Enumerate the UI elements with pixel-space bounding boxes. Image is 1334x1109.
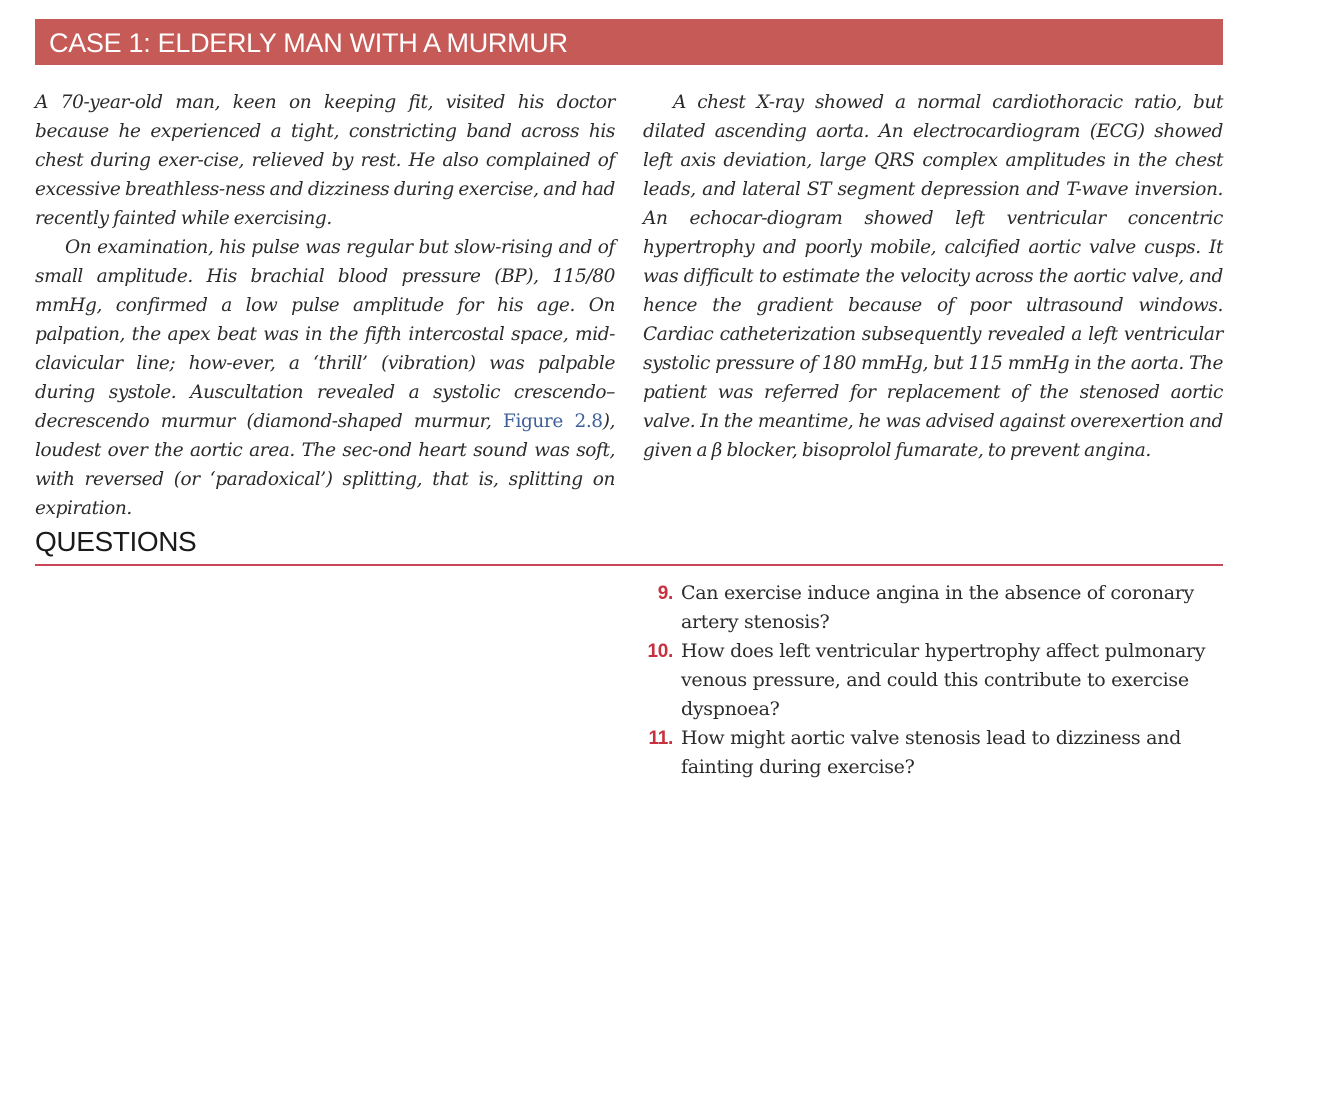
question-text: How might aortic valve stenosis lead to dizziness and fainting during exercise? xyxy=(681,727,1181,778)
case-text-right-column xyxy=(643,88,1223,465)
case-paragraph-investigations: A chest X-ray showed a normal cardiothoracic ratio, but dilated ascending aorta. An electrocardiogram (ECG) showed left axis deviation, large QRS complex amplitudes in the chest leads, and lateral ST segment depression and T-wave inversion. An echocar-diogram showed left ventricular concentric hypertrophy and poorly mobile, calcified aortic valve cusps. It was difficult to estimate the velocity across the aortic valve, and hence the gradient because of poor ultrasound windows. Cardiac catheterization subsequently revealed a left ventricular systolic pressure of 180 mmHg, but 115 mmHg in the aorta. The patient was referred for replacement of the stenosed aortic valve. In the meantime, he was advised against overexertion and given a β blocker, bisoprolol fumarate, to prevent angina. xyxy=(643,92,1223,461)
case-text-left-column xyxy=(35,88,615,523)
questions-heading: QUESTIONS xyxy=(35,526,197,557)
examination-text-end: ), loudest over the aortic area. The sec-ond heart sound was soft, with reversed (or ‘paradoxical’) splitting, that is, splitting on expiration. xyxy=(35,411,615,519)
case-title: CASE 1: ELDERLY MAN WITH A MURMUR xyxy=(49,28,568,58)
case-header-banner xyxy=(35,19,1223,65)
figure-2-8-link[interactable]: Figure 2.8 xyxy=(503,411,603,432)
question-item xyxy=(643,637,1223,724)
question-text: Can exercise induce angina in the absence of coronary artery stenosis? xyxy=(681,582,1194,633)
questions-list xyxy=(643,579,1223,782)
question-item xyxy=(643,724,1223,782)
question-text: How does left ventricular hypertrophy affect pulmonary venous pressure, and could this contribute to exercise dyspnoea? xyxy=(681,640,1206,720)
case-paragraph-presentation: A 70-year-old man, keen on keeping fit, visited his doctor because he experienced a tight, constricting band across his chest during exer-cise, relieved by rest. He also complained of excessive breathless-ness and dizziness during exercise, and had recently fainted while exercising. xyxy=(35,92,615,229)
question-item xyxy=(643,579,1223,637)
questions-divider xyxy=(35,564,1223,566)
question-number: 10. xyxy=(647,641,673,662)
case-paragraph-examination xyxy=(35,233,615,523)
question-number: 9. xyxy=(657,583,673,604)
examination-text-start: On examination, his pulse was regular but slow-rising and of small amplitude. His brachial blood pressure (BP), 115/80 mmHg, confirmed a low pulse amplitude for his age. On palpation, the apex beat was in the fifth intercostal space, mid-clavicular line; how-ever, a ‘thrill’ (vibration) was palpable during systole. Auscultation revealed a systolic crescendo–decrescendo murmur (diamond-shaped murmur, xyxy=(35,237,615,432)
question-number: 11. xyxy=(648,728,673,749)
